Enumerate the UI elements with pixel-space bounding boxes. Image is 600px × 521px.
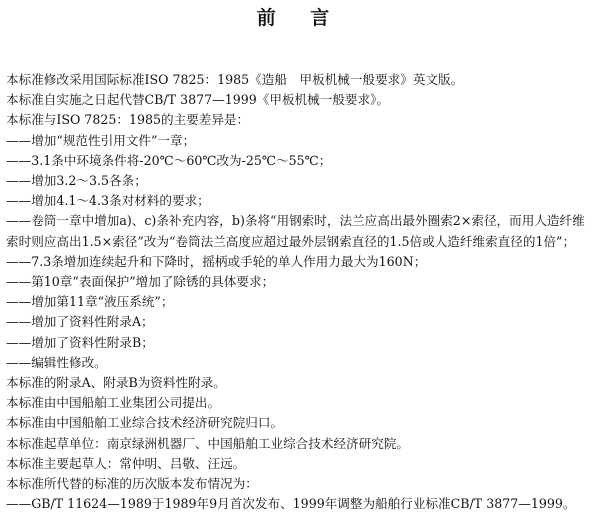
page-title: 前 言 [256, 7, 344, 29]
list-item: ——增加3.2～3.5各条； [6, 173, 147, 189]
list-item: ——3.1条中环境条件将-20℃～60℃改为-25℃～55℃； [6, 152, 332, 168]
list-item: ——第10章“表面保护”增加了除锈的具体要求； [6, 274, 275, 290]
paragraph-differences-intro: 本标准与ISO 7825：1985的主要差异是： [6, 112, 250, 128]
list-item: ——增加了资料性附录B； [6, 334, 154, 350]
list-item: ——增加4.1～4.3条对材料的要求； [6, 193, 210, 209]
paragraph-replaces: 本标准自实施之日起代替CB/T 3877—1999《甲板机械一般要求》。 [6, 92, 389, 108]
list-item: ——卷筒一章中增加a)、c)条补充内容，b)条将“用钢索时，法兰应高出最外圈索2×索径，而用人造纤维索时则应高出1.5×索径”改为“卷筒法兰高度应超过最外层钢索直径的1.5倍或人造纤维索直径的1倍”； [6, 213, 585, 249]
list-item: ——GB/T 11624—1989于1989年9月首次发布、1999年调整为船舶行业标准CB/T 3877—1999。 [6, 496, 576, 512]
list-item: ——增加“规范性引用文件”一章； [6, 132, 196, 148]
paragraph-history-intro: 本标准所代替的标准的历次版本发布情况为： [6, 476, 258, 492]
list-item: ——增加第11章“液压系统”； [6, 294, 174, 310]
paragraph-proposed-by: 本标准由中国船舶工业集团公司提出。 [6, 395, 221, 411]
paragraph-drafting-units: 本标准起草单位：南京绿洲机器厂、中国船舶工业综合技术经济研究院。 [6, 435, 409, 451]
paragraph-drafters: 本标准主要起草人：常仲明、吕敬、汪远。 [6, 455, 246, 471]
paragraph-adoption: 本标准修改采用国际标准ISO 7825：1985《造船 甲板机械一般要求》英文版。 [6, 72, 464, 87]
list-item: ——增加了资料性附录A； [6, 314, 154, 330]
paragraph-centralized-by: 本标准由中国船舶工业综合技术经济研究院归口。 [6, 415, 284, 431]
list-item: ——7.3条增加连续起升和下降时，摇柄或手轮的单人作用力最大为160N； [6, 253, 427, 269]
paragraph-appendix: 本标准的附录A、附录B为资料性附录。 [6, 375, 226, 391]
document-body [6, 70, 594, 514]
list-item: ——编辑性修改。 [6, 354, 107, 370]
